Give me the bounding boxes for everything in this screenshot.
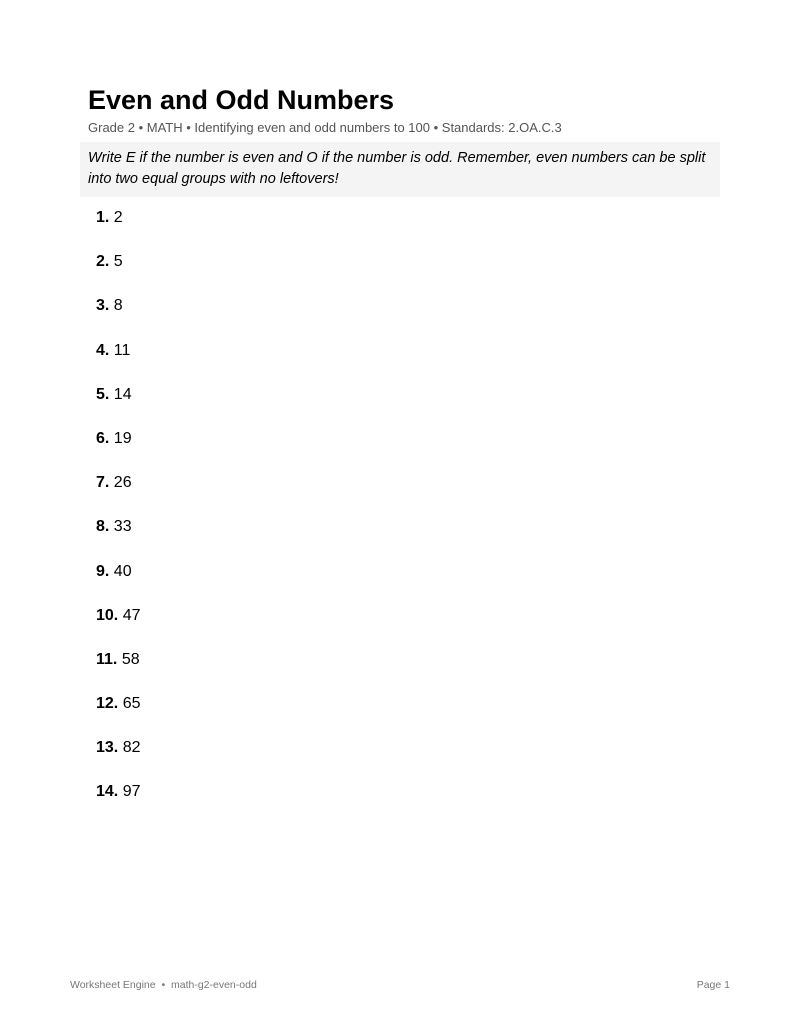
problem-number: 11. — [96, 650, 118, 668]
problem-value: 82 — [122, 739, 141, 757]
worksheet-subtitle: Grade 2 • MATH • Identifying even and odd numbers to 100 • Standards: 2.OA.C.3 — [88, 120, 562, 135]
problem-item — [96, 516, 141, 560]
page-title: Even and Odd Numbers — [88, 85, 395, 115]
problem-number: 9. — [96, 562, 110, 580]
problem-number: 5. — [96, 385, 110, 403]
problem-value: 11 — [113, 341, 131, 359]
problem-item — [96, 781, 141, 825]
problem-item — [96, 428, 141, 472]
problem-item — [96, 693, 141, 737]
problem-item — [96, 605, 141, 649]
problem-item — [96, 737, 141, 781]
problem-number: 3. — [96, 297, 110, 315]
problem-item — [96, 207, 141, 251]
problem-item — [96, 649, 141, 693]
problem-value: 97 — [122, 783, 141, 801]
problem-list — [96, 207, 141, 826]
problem-value: 14 — [113, 385, 132, 403]
problem-item — [96, 251, 141, 295]
problem-value: 8 — [113, 297, 123, 315]
problem-value: 40 — [113, 562, 132, 580]
problem-number: 6. — [96, 429, 110, 447]
footer-page-number: Page 1 — [696, 979, 730, 991]
footer-worksheet-id: math-g2-even-odd — [170, 979, 257, 991]
problem-value: 26 — [113, 474, 132, 492]
instructions-box — [80, 142, 720, 197]
problem-number: 4. — [96, 341, 110, 359]
instructions-text: Write E if the number is even and O if the number is odd. Remember, even numbers can be split into two equal groups with no leftovers! — [88, 150, 706, 187]
problem-number: 12. — [96, 695, 119, 713]
problem-item — [96, 340, 141, 384]
footer-engine: Worksheet Engine — [70, 979, 156, 991]
problem-number: 14. — [96, 783, 119, 801]
problem-number: 7. — [96, 474, 110, 492]
problem-item — [96, 472, 141, 516]
problem-value: 47 — [122, 606, 141, 624]
problem-number: 13. — [96, 739, 119, 757]
problem-item — [96, 295, 141, 339]
footer-info — [70, 978, 257, 992]
problem-item — [96, 561, 141, 605]
problem-number: 1. — [96, 209, 110, 226]
footer-separator: • — [161, 979, 166, 991]
problem-item — [96, 384, 141, 428]
problem-number: 8. — [96, 518, 110, 536]
problem-number: 10. — [96, 606, 119, 624]
problem-value: 2 — [113, 209, 123, 226]
problem-number: 2. — [96, 253, 110, 271]
problem-value: 19 — [113, 429, 132, 447]
problem-value: 33 — [113, 518, 132, 536]
problem-value: 65 — [122, 695, 141, 713]
problem-value: 5 — [113, 253, 123, 271]
problem-value: 58 — [121, 650, 140, 668]
